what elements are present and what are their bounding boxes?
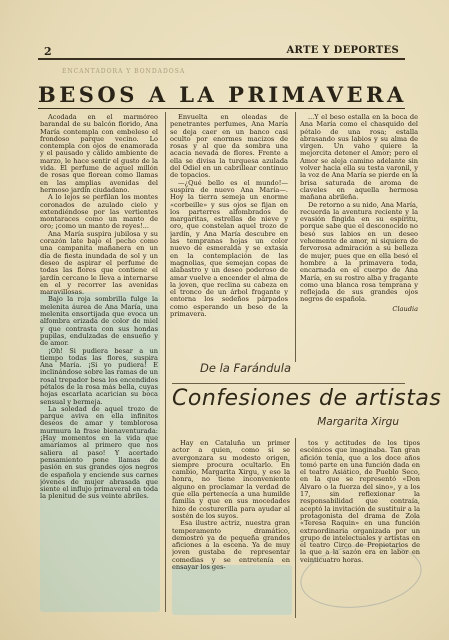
paragraph: A lo lejos se perfilan los montes coronados de azulado cielo y extendiéndose por las vertientes montaraces como un manto de oro; ¡como un manto de reyes!...	[40, 193, 158, 231]
paragraph: De retorno a su nido, Ana María, recuerda la aventura reciente y la evasión fingida en su espíritu, porque sabe que el desconocido no besó sus labios en un deseo vehemente de amor, ni siquiera de fervorosa admiración a su belleza de mujer, pues que en ella besó el hombre a la primavera toda, encarnada en el cuerpo de Ana María, en su rostro alba y fragante como una blanca rosa temprana y reflejada de sus grandes ojos negros de española.	[300, 200, 418, 304]
section-label: De la Farándula	[200, 361, 292, 375]
section-rule	[172, 383, 405, 384]
article-column-3	[300, 114, 418, 360]
title-rule	[38, 108, 405, 109]
paragraph: Acodada en el marmóreo barandal de su balcón florido, Ana María contempla con embeleso el frondoso parque vecino. Lo contempla con ojos de enamorada y el pausado y cálido ambiente de marzo, le hace sentir el gusto de la vida. El perfume de aquel millón de rosas que florean como llamas en las amplias avenidas del hermoso jardín ciudadano.	[40, 114, 158, 194]
paragraph: Envuelta en oleadas de penetrantes perfumes, Ana María se deja caer en un banco casi oculto por enormes macizos de rosas y al que da sombra una acacia nevada de flores. Frente a ella se divisa la turquesa azulada del Odiel en un cabrillear continuo de topacios.	[170, 114, 288, 180]
paragraph: —¿Qué bello es el mundo!—suspira de nuevo Ana María—. Hoy la tierra semeja un enorme «corbeille» y sus ojos se fijan en los parterres alfombrados de margaritas, estrellas de nieve y oro, que constelan aquel trozo de jardín, y Ana María descubre en las tempranas hojas un color nuevo de esmeralda y se extasía en la contemplación de las magnolias, que semejan copas de alabastro y un deseo poderoso de amar vuelve a encender el alma de la joven, que reclina su cabeza en el tronco de un árbol fragante y entorna los sedeños párpados como esperando un beso de la primavera.	[170, 178, 288, 319]
paragraph: ...Y el beso estalla en la boca de Ana María como el chasquido del pétalo de una rosa; estalla abrasando sus labios y su alma de virgen. Un vaho quiere la mejorcita detener el Amor; pero el Amor se aleja camino adelante sin volver hacia ella su testa varonil, y la voz de Ana María se pierde en la brisa saturada de aroma de claveles en aquella hermosa mañana abrileña.	[300, 114, 418, 202]
section-header-title: ARTE Y DEPORTES	[286, 45, 399, 56]
paragraph: Esa ilustre actriz, nuestra gran temperamento dramático, demostró ya de pequeña grandes aficiones a la escena. Ya de muy joven gustaba de representar comedias y se entretenía en ensayar los ges-	[172, 519, 290, 572]
article-2-byline: Margarita Xirgu	[317, 416, 399, 428]
paragraph: ¡Oh! Si pudiera besar a un tiempo todas las flores, suspira Ana María. ¡Si yo pudiera! E inclinándose sobre las ramas de un rosal trepador besa los encendidos pétalos de la rosa más bella, cuyas hojas escarlata acarician su boca sensual y bermeja.	[40, 346, 158, 406]
column-divider	[295, 112, 296, 362]
page-number: 2	[44, 45, 52, 58]
article-title: BESOS A LA PRIMAVERA	[38, 82, 407, 107]
bleed-through-text: ENCANTADORA Y BONDADOSA	[62, 68, 186, 75]
article-2-title: Confesiones de artistas	[172, 386, 442, 411]
paragraph: La soledad de aquel trozo de parque aviva en ella infinitos deseos de amar y temblorosa murmura la frase bienaventurada: ¡Hay momentos en la vida que amaríamos al primero que nos saliera al paso! Y acertado pensamiento pone llamas de pasión en sus grandes ojos negros de española y enciende sus carnes jóvenes de mujer abrasada que siente el influjo primaveral en toda la plenitud de sus veinte abriles.	[40, 404, 158, 501]
column-divider	[295, 438, 296, 618]
paragraph: Bajo la roja sombrilla fulge la melenita áurea de Ana María, una melenita ensortijada que evoca un alfombra erizada de color de miel y que contrasta con sus hondas pupilas, endulzadas de ensueño y de amor.	[40, 295, 158, 348]
author-signature: Claudia	[392, 304, 418, 313]
article-2-column-1	[172, 440, 290, 618]
header-rule	[38, 58, 405, 60]
paragraph: tos y actitudes de los tipos escénicos que imaginaba. Tan gran afición tenía, que a los doce años tomó parte en una función dada en el teatro Asiático, de Pueblo Seco, en la que se representó «Don Álvaro o la fuerza del sino», y a los 17, sin reflexionar la responsabilidad que contraía, aceptó la invitación de sustituir a la protagonista del drama de Zola «Teresa Raquin» en una función extraordinaria organizada por un grupo de intelectuales y artistas en el teatro Circo de Propietarios de la que a la sazón era en labor en veinticuatro horas.	[300, 440, 420, 564]
column-divider	[165, 112, 166, 612]
paragraph: Hay en Cataluña un primer actor a quien, como si se avergonzara su modesto origen, siempre procura ocultarlo. En cambio, Margarita Xirgu, y eso la honra, no tiene inconveniente alguno en proclamar la verdad de que ella pertenecía a una humilde familia y que en sus mocedades hizo de costurerilla para ayudar al sostén de los suyos.	[172, 440, 290, 520]
article-column-1	[40, 114, 158, 612]
paragraph: Ana María suspira jubilosa y su corazón late bajo el pecho como una campanita mañanera en un día de fiesta inundada de sol y un deseo de aspirar el perfume de todas las flores que contiene el jardín cercano le lleva a internarse en el y recorrer las avenidas maravillosas.	[40, 229, 158, 297]
article-column-2	[170, 114, 288, 362]
